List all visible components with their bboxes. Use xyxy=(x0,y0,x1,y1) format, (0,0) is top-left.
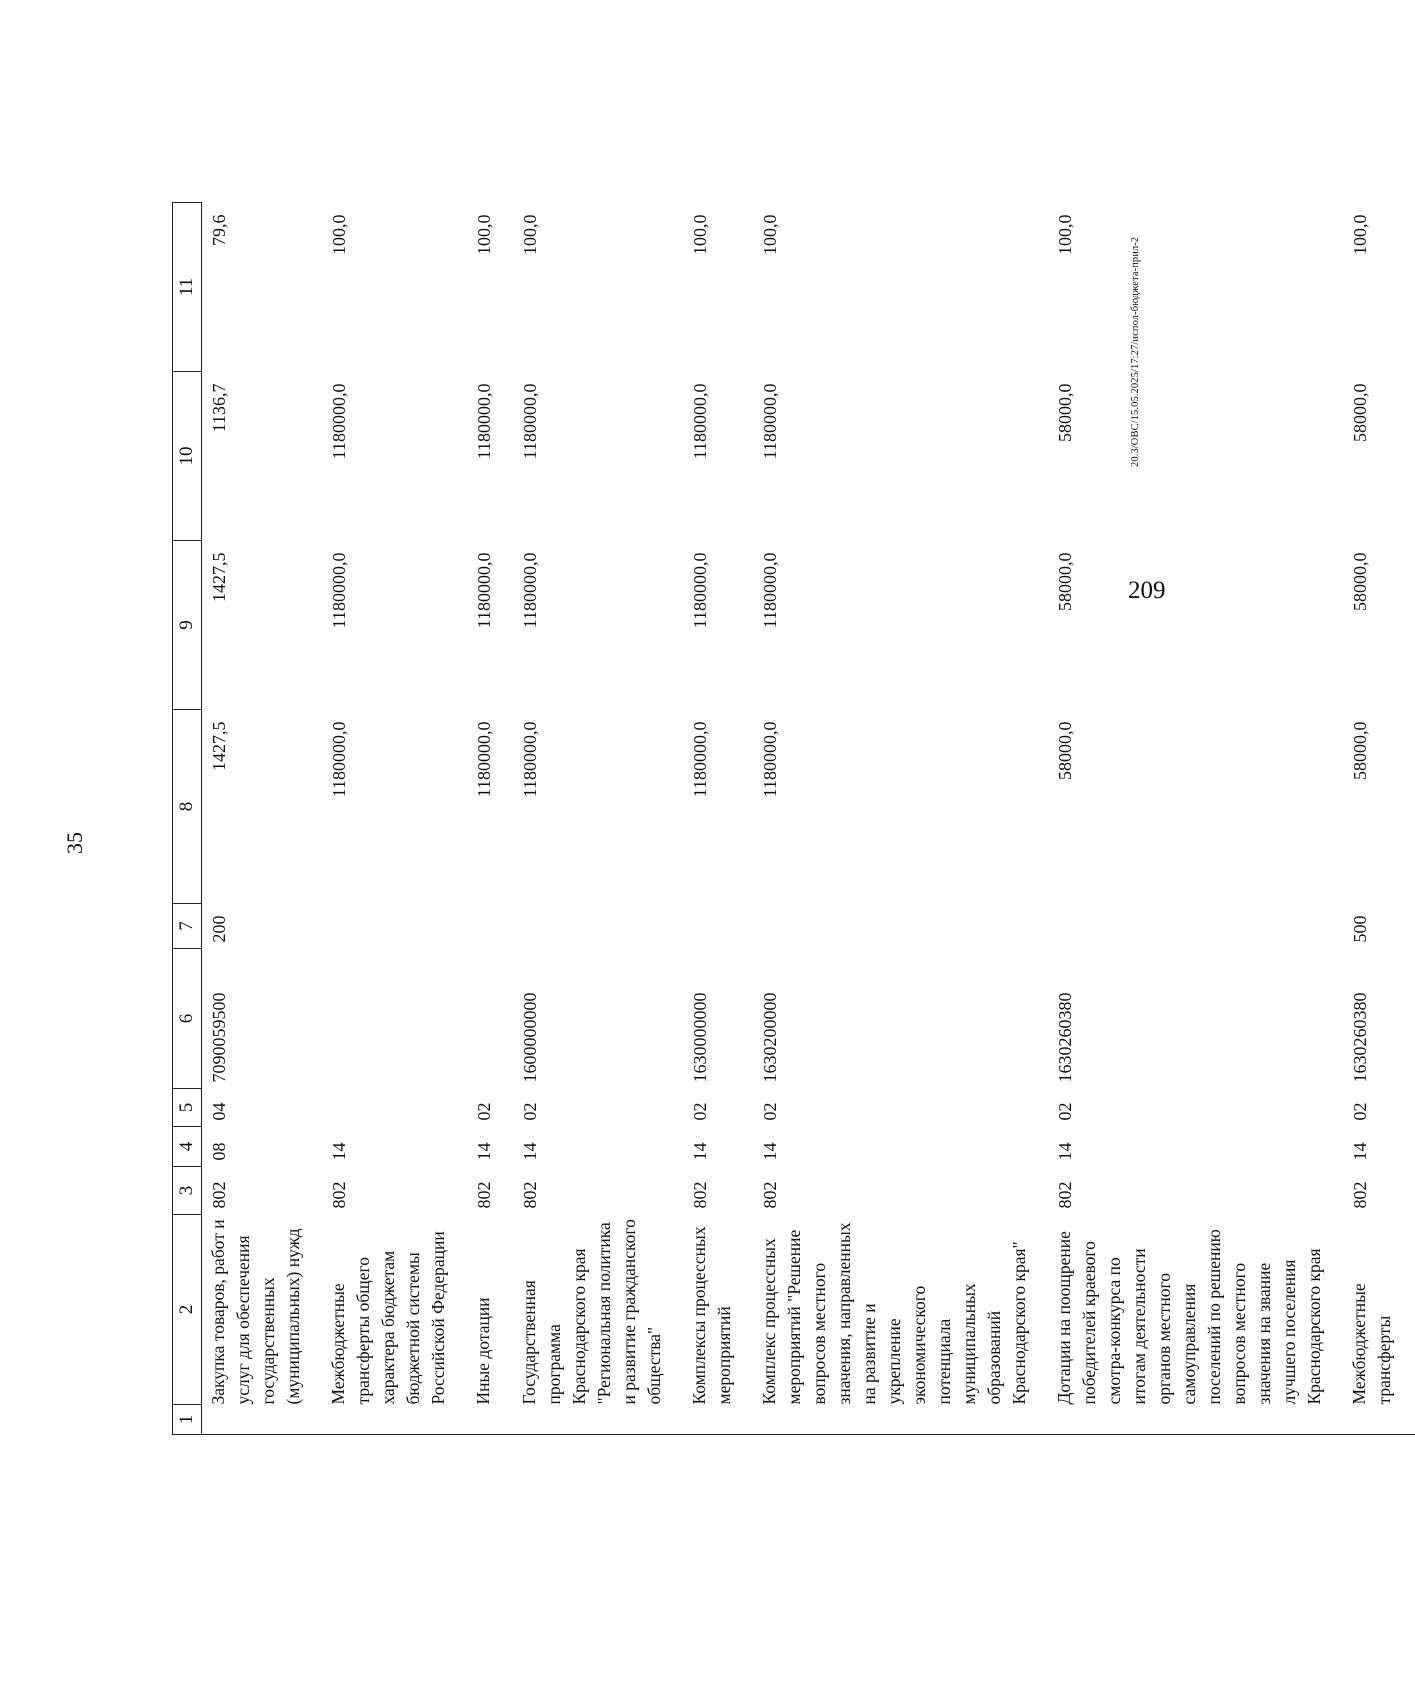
row-number-cell xyxy=(1050,1405,1345,1435)
code-cell: 02 xyxy=(690,1102,710,1121)
amount-cell: 58000,0 xyxy=(1350,383,1370,442)
code-cell: 14 xyxy=(329,1142,349,1161)
header-cell: 3 xyxy=(173,1167,202,1215)
amount-cell: 58000,0 xyxy=(1350,552,1370,611)
code-cell: 02 xyxy=(474,1102,494,1121)
amount-cell: 1180000,0 xyxy=(474,552,494,629)
table-row xyxy=(515,203,685,1435)
header-cell: 8 xyxy=(173,710,202,904)
amount-cell: 1180000,0 xyxy=(690,383,710,460)
code-cell: 14 xyxy=(1055,1142,1075,1161)
table-row xyxy=(1050,203,1345,1435)
amount-cell: 1136,7 xyxy=(209,383,229,433)
row-name-cell: Государственная программа Краснодарского края "Региональная политика и развитие гражданского общества" xyxy=(519,1219,664,1405)
code-cell xyxy=(1050,904,1345,949)
header-cell: 9 xyxy=(173,541,202,710)
row-number-cell xyxy=(685,1405,755,1435)
header-cell: 1 xyxy=(173,1405,202,1435)
amount-cell: 1180000,0 xyxy=(474,383,494,460)
code-cell xyxy=(469,949,515,1089)
row-number-cell xyxy=(469,1405,515,1435)
row-number-cell xyxy=(1345,1405,1415,1435)
header-cell: 10 xyxy=(173,372,202,541)
code-cell: 802 xyxy=(690,1181,710,1209)
row-number-cell xyxy=(755,1405,1050,1435)
code-cell xyxy=(685,904,755,949)
table-row xyxy=(469,203,515,1435)
document-footnote: 20.3/ОВС/15.05.2025/17:27/испол-бюджета-прил-2 xyxy=(1130,236,1141,467)
header-cell: 11 xyxy=(173,203,202,372)
table-row xyxy=(1345,203,1415,1435)
row-number-cell xyxy=(202,1405,325,1435)
table-row xyxy=(324,203,469,1435)
amount-cell: 58000,0 xyxy=(1055,383,1075,442)
row-name-cell: Иные дотации xyxy=(473,1297,493,1405)
code-cell: 1630260380 xyxy=(1350,992,1370,1083)
code-cell: 1630000000 xyxy=(690,992,710,1083)
header-cell: 2 xyxy=(173,1215,202,1405)
code-cell: 04 xyxy=(209,1102,229,1121)
amount-cell: 1180000,0 xyxy=(520,552,540,629)
amount-cell: 1180000,0 xyxy=(760,383,780,460)
percent-cell: 100,0 xyxy=(760,214,780,255)
percent-cell: 100,0 xyxy=(474,214,494,255)
code-cell: 1630260380 xyxy=(1055,992,1075,1083)
code-cell: 02 xyxy=(1350,1102,1370,1121)
percent-cell: 79,6 xyxy=(209,214,229,246)
code-cell: 02 xyxy=(1055,1102,1075,1121)
amount-cell: 1180000,0 xyxy=(329,552,349,629)
table-row xyxy=(202,203,325,1435)
row-name-cell: Межбюджетные трансферты xyxy=(1349,1283,1394,1405)
page-header-number: 35 xyxy=(62,832,87,854)
row-name-cell: Закупка товаров, работ и услуг для обеспечения государственных (муниципальных) нужд xyxy=(208,1219,303,1405)
amount-cell: 1180000,0 xyxy=(329,721,349,798)
row-number-cell xyxy=(324,1405,469,1435)
code-cell: 802 xyxy=(1350,1181,1370,1209)
code-cell: 200 xyxy=(209,915,229,943)
code-cell: 802 xyxy=(209,1181,229,1209)
code-cell xyxy=(469,904,515,949)
code-cell: 802 xyxy=(520,1181,540,1209)
amount-cell: 1180000,0 xyxy=(690,721,710,798)
code-cell: 500 xyxy=(1350,915,1370,943)
code-cell: 802 xyxy=(760,1181,780,1209)
amount-cell: 1427,5 xyxy=(209,552,229,602)
percent-cell: 100,0 xyxy=(690,214,710,255)
amount-cell: 1180000,0 xyxy=(520,721,540,798)
amount-cell: 1180000,0 xyxy=(760,552,780,629)
amount-cell: 1427,5 xyxy=(209,721,229,771)
code-cell: 08 xyxy=(209,1142,229,1161)
code-cell: 02 xyxy=(520,1102,540,1121)
amount-cell: 1180000,0 xyxy=(329,383,349,460)
code-cell: 02 xyxy=(760,1102,780,1121)
amount-cell: 1180000,0 xyxy=(474,721,494,798)
code-cell: 14 xyxy=(760,1142,780,1161)
row-name-cell: Комплекс процессных мероприятий "Решение вопросов местного значения, направленных на развитие и укрепление экономического потенциала муниципальных образований Краснодарского края" xyxy=(759,1222,1029,1405)
row-name-cell: Межбюджетные трансферты общего характера бюджетам бюджетной системы Российской Федерации xyxy=(328,1231,448,1405)
code-cell xyxy=(324,904,469,949)
code-cell: 1600000000 xyxy=(520,992,540,1083)
amount-cell: 1180000,0 xyxy=(690,552,710,629)
code-cell: 7090059500 xyxy=(209,992,229,1083)
header-cell: 5 xyxy=(173,1089,202,1127)
code-cell xyxy=(515,904,685,949)
code-cell xyxy=(755,904,1050,949)
code-cell: 802 xyxy=(474,1181,494,1209)
budget-table xyxy=(172,202,1415,1435)
table-header-row xyxy=(173,203,202,1435)
row-number-cell xyxy=(515,1405,685,1435)
header-cell: 7 xyxy=(173,904,202,949)
code-cell: 14 xyxy=(1350,1142,1370,1161)
row-name-cell: Комплексы процессных мероприятий xyxy=(689,1226,734,1405)
amount-cell: 58000,0 xyxy=(1350,721,1370,780)
percent-cell: 100,0 xyxy=(329,214,349,255)
code-cell xyxy=(324,949,469,1089)
code-cell: 14 xyxy=(520,1142,540,1161)
header-cell: 4 xyxy=(173,1127,202,1167)
amount-cell: 58000,0 xyxy=(1055,721,1075,780)
percent-cell: 100,0 xyxy=(520,214,540,255)
code-cell: 1630200000 xyxy=(760,992,780,1083)
code-cell: 802 xyxy=(329,1181,349,1209)
table-row xyxy=(755,203,1050,1435)
percent-cell: 100,0 xyxy=(1350,214,1370,255)
code-cell: 14 xyxy=(474,1142,494,1161)
page-total-number: 209 xyxy=(1128,577,1166,604)
table-row xyxy=(685,203,755,1435)
code-cell: 14 xyxy=(690,1142,710,1161)
percent-cell: 100,0 xyxy=(1055,214,1075,255)
header-cell: 6 xyxy=(173,949,202,1089)
code-cell xyxy=(324,1089,469,1127)
amount-cell: 1180000,0 xyxy=(760,721,780,798)
row-name-cell: Дотации на поощрение победителей краевого смотра-конкурса по итогам деятельности органов местного самоуправления поселений по решению вопросов местного значения на звание лучшего поселения Краснодарского края xyxy=(1054,1229,1324,1405)
code-cell: 802 xyxy=(1055,1181,1075,1209)
amount-cell: 1180000,0 xyxy=(520,383,540,460)
amount-cell: 58000,0 xyxy=(1055,552,1075,611)
